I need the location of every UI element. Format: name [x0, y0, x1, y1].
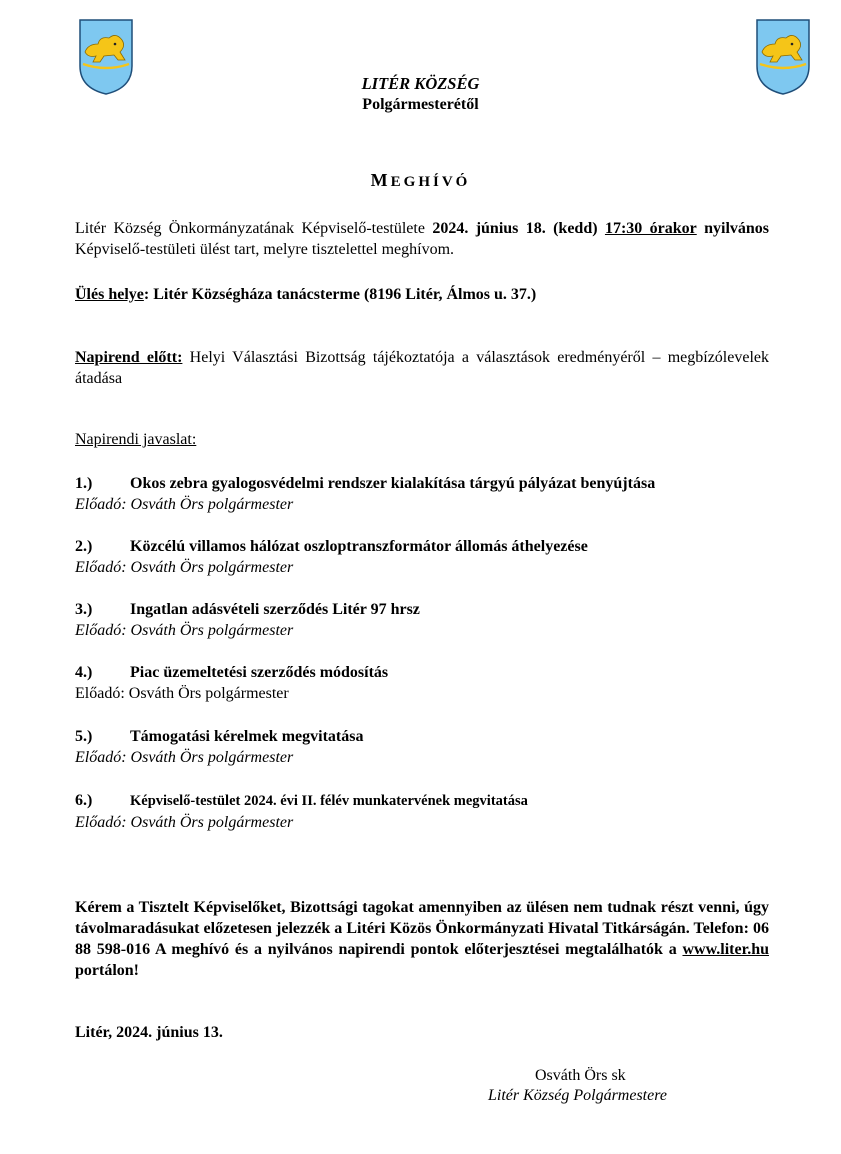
agenda-item-number: 2.)	[75, 538, 93, 555]
pre-agenda-label: Napirend előtt:	[75, 349, 183, 366]
signature-name: Osváth Örs sk	[535, 1067, 626, 1084]
pre-agenda-text: Helyi Választási Bizottság tájékoztatója a választások eredményéről – megbízólevelek átadása	[75, 349, 769, 387]
agenda-item-title	[75, 726, 775, 747]
intro-text-end: Képviselő-testületi ülést tart, melyre tisztelettel meghívom.	[75, 241, 455, 258]
agenda-item-title	[75, 536, 775, 557]
page-title: LITÉR KÖZSÉG	[361, 74, 480, 93]
pre-agenda	[75, 347, 769, 389]
page-subtitle: Polgármesterétől	[362, 96, 479, 113]
agenda-item-presenter: Előadó: Osváth Örs polgármester	[75, 559, 294, 576]
agenda-item-text: Támogatási kérelmek megvitatása	[130, 728, 364, 745]
agenda-item-presenter: Előadó: Osváth Örs polgármester	[75, 496, 294, 513]
agenda-item-number: 3.)	[75, 601, 93, 618]
agenda-item-number: 6.)	[75, 792, 93, 809]
agenda-item-text: Piac üzemeltetési szerződés módosítás	[130, 664, 389, 681]
heading-initial: M	[370, 170, 391, 190]
agenda-item-presenter: Előadó: Osváth Örs polgármester	[75, 749, 294, 766]
agenda-item-text: Ingatlan adásvételi szerződés Litér 97 hrsz	[130, 601, 420, 618]
venue-value: : Litér Községháza tanácsterme (8196 Litér, Álmos u. 37.)	[143, 286, 537, 303]
closing-text: Kérem a Tisztelt Képviselőket, Bizottsági tagokat amennyiben az ülésen nem tudnak részt venni, úgy távolmaradásukat előzetesen jelezzék a Litéri Közös Önkormányzati Hivatal Titkárságán. Telefon: 06 88 598-016 A meghívó és a nyilvános napirendi pontok előterjesztései megtalálhatók a	[75, 899, 769, 958]
meeting-public: nyilvános	[704, 220, 770, 237]
venue	[75, 284, 769, 305]
agenda-item-title	[75, 662, 775, 683]
agenda-item-number: 4.)	[75, 664, 93, 681]
agenda-item-number: 5.)	[75, 728, 93, 745]
meeting-date: 2024. június 18. (kedd)	[432, 220, 598, 237]
agenda-item-text: Okos zebra gyalogosvédelmi rendszer kialakítása tárgyú pályázat benyújtása	[130, 475, 656, 492]
intro-paragraph	[75, 218, 769, 260]
agenda-item-text: Közcélú villamos hálózat oszloptranszformátor állomás áthelyezése	[130, 538, 588, 555]
heading-rest: EGHÍVÓ	[390, 174, 471, 190]
intro-text: Litér Község Önkormányzatának Képviselő-testülete	[75, 220, 433, 237]
agenda-item-number: 1.)	[75, 475, 93, 492]
agenda-item-title	[75, 473, 775, 494]
venue-label: Ülés helye	[75, 286, 144, 303]
agenda-item-presenter: Előadó: Osváth Örs polgármester	[75, 685, 289, 702]
agenda-item-presenter: Előadó: Osváth Örs polgármester	[75, 622, 294, 639]
meeting-time: 17:30 órakor	[604, 220, 697, 237]
agenda-item-presenter: Előadó: Osváth Örs polgármester	[75, 814, 294, 831]
document-heading	[0, 170, 841, 191]
signature-role: Litér Község Polgármestere	[488, 1087, 667, 1104]
closing-text-end: portálon!	[75, 962, 139, 979]
agenda-label: Napirendi javaslat:	[75, 431, 197, 448]
agenda-item-title	[75, 790, 775, 812]
place-date: Litér, 2024. június 13.	[75, 1024, 223, 1041]
closing-paragraph	[75, 897, 769, 981]
website-link[interactable]: www.liter.hu	[682, 941, 769, 958]
agenda-item-text: Képviselő-testület 2024. évi II. félév munkatervének megvitatása	[130, 793, 528, 809]
agenda-item-title	[75, 599, 775, 620]
